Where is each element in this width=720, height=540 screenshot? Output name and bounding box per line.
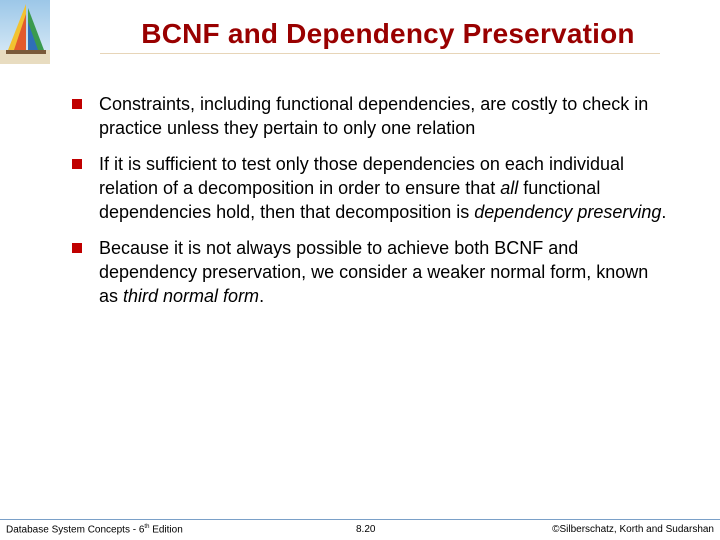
bullet-3-text-a: Because it is not always possible to achieve both BCNF and dependency preservation, we consider a weaker normal form, known as bbox=[99, 238, 649, 306]
footer-copyright: ©Silberschatz, Korth and Sudarshan bbox=[552, 524, 714, 535]
title-divider bbox=[100, 53, 660, 54]
bullet-3-em-third-normal-form: third normal form bbox=[123, 286, 260, 306]
bullet-item-1 bbox=[72, 92, 672, 140]
bullet-2-text-a: If it is sufficient to test only those dependencies on each individual relation of a decomposition in order to ensure that bbox=[99, 154, 624, 198]
bullet-2-em-dependency-preserving: dependency preserving bbox=[474, 202, 662, 222]
bullet-3-text-b: . bbox=[259, 286, 265, 306]
bullet-1-text: Constraints, including functional dependencies, are costly to check in practice unless they pertain to only one relation bbox=[99, 94, 649, 138]
slide-title: BCNF and Dependency Preservation bbox=[141, 18, 635, 49]
bullet-2-text-c: . bbox=[661, 202, 667, 222]
bullet-2-em-all: all bbox=[500, 178, 519, 198]
footer-page-number: 8.20 bbox=[356, 524, 376, 535]
sailboat-logo-icon bbox=[0, 0, 50, 64]
footer-divider bbox=[0, 519, 720, 520]
bullet-item-3 bbox=[72, 236, 672, 308]
square-bullet-icon bbox=[72, 243, 82, 253]
square-bullet-icon bbox=[72, 99, 82, 109]
square-bullet-icon bbox=[72, 159, 82, 169]
bullet-list bbox=[72, 92, 672, 320]
footer-book-title: Database System Concepts - 6th Edition bbox=[6, 524, 183, 536]
slide-footer bbox=[0, 522, 720, 540]
bullet-2-text-b: functional dependencies hold, then that decomposition is bbox=[99, 178, 601, 222]
bullet-item-2 bbox=[72, 152, 672, 224]
